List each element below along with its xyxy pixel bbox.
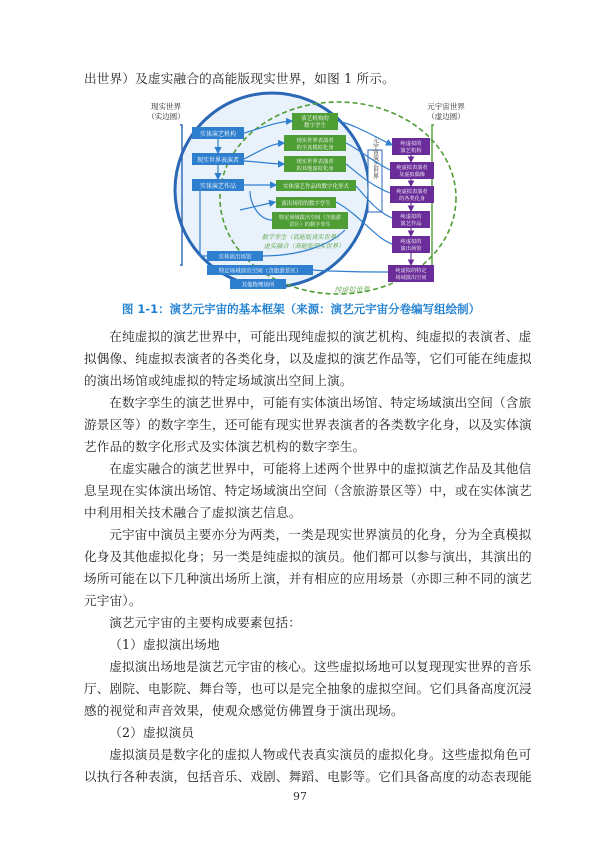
paragraph-line: 场所可能在以下几种演出场所上演，并有相应的应用场景（亦即三种不同的演艺 [84,571,532,586]
paragraph-line: 的演出场馆或纯虚拟的特定场域演出空间上演。 [84,373,353,388]
twin-node-label: 的其他虚拟化身 [296,166,334,172]
page-number: 97 [293,790,307,803]
lead-line: 出世界）及虚实融合的高能版现实世界，如图 1 所示。 [84,71,395,86]
left-world-label-2: （实边圆） [147,112,185,121]
virtual-node-label: 纯虚拟的 [400,214,422,220]
twin-node-label: 景区）的数字孪生 [289,222,331,228]
virtual-node-label: 纯虚拟表演者 [396,189,428,195]
paragraph-line: 游景区等）的数字孪生，还可能有现实世界表演者的各类数字化身，以及实体演 [84,417,532,432]
right-world-label-2: （虚边圆） [427,112,465,121]
paragraph-line: 厅、剧院、电影院、舞台等，也可以是完全抽象的虚拟空间。它们具备高度沉浸 [84,681,532,696]
twin-node-label: 演艺机构的 [301,116,329,122]
paragraph-line: 在数字孪生的演艺世界中，可能有实体演出场馆、特定场域演出空间（含旅 [109,395,532,410]
virtual-node-label: 纯虚拟表演者 [396,165,428,171]
paragraph-line: 元宇宙）。 [84,593,142,608]
virtual-node-label: 演艺机构 [400,148,422,154]
twin-node-label: 演出场馆的数字孪生 [281,201,331,207]
paragraph-line: 在纯虚拟的演艺世界中，可能出现纯虚拟的演艺机构、纯虚拟的表演者、虚 [109,329,532,344]
twin-node-label: 实体演艺作品的数字化形式 [282,184,350,190]
paragraph-line: 息呈现在实体演出场馆、特定场域演出空间（含旅游景区等）中，或在实体演艺 [84,483,532,498]
paragraph-line: 在虚实融合的演艺世界中，可能将上述两个世界中的虚拟演艺作品及其他信 [109,461,532,476]
virtual-node-label: 演艺作品 [400,221,422,227]
paragraph-line: 元宇宙中演员主要亦分为两类，一类是现实世界演员的化身，分为全真模拟 [109,527,532,542]
virtual-node-label: 场域演出空间 [395,275,427,281]
twin-node-label: 现实世界表演者 [296,138,334,144]
metaverse-vertical-label: 元宇宙演艺世界 [371,137,379,179]
twin-node-label: 特定场域演出空间（含旅游 [278,215,342,221]
real-node-label: 实体演艺机构 [199,131,237,138]
real-node-label: 现实世界表演者 [196,157,240,164]
twin-node-label: 现实世界表演者 [296,159,334,165]
paragraph-line: 以执行各种表演，包括音乐、戏剧、舞蹈、电影等。它们具备高度的动态表现能 [84,769,532,784]
venue-node-label: 特定场域演出空间（含旅游景区） [218,268,302,275]
left-world-label-1: 现实世界 [151,102,181,111]
virtual-node-label: 的各类化身 [399,196,425,202]
pure-virtual-world-label: 纯虚拟世界 [334,286,370,294]
paragraph-line: 虚拟演出场地是演艺元宇宙的核心。这些虚拟场地可以复现现实世界的音乐 [109,659,532,674]
virtual-node-label: 演出场馆 [400,246,422,252]
right-world-label-1: 元宇宙世界 [427,102,465,111]
paragraph-line: 艺作品的数字化形式及实体演艺机构的数字孪生。 [84,439,366,454]
venue-node-label: 其他物理场所 [241,282,275,289]
paragraph-line: 拟偶像、纯虚拟表演者的各类化身，以及虚拟的演艺作品等，它们可能在纯虚拟 [84,351,532,366]
paragraph-line: 中利用相关技术融合了虚拟演艺信息。 [84,505,302,520]
venue-node-label: 实体演出场馆 [218,254,252,261]
twin-node-label: 数字孪生 [303,123,327,129]
paragraph-line: 化身及其他虚拟化身；另一类是纯虚拟的演员。他们都可以参与演出，其演出的 [84,549,532,564]
twin-band-label: 数字孪生（低能版真实世界） [261,234,343,241]
virtual-node-label: 及虚拟偶像 [399,172,425,178]
paragraph-line: 演艺元宇宙的主要构成要素包括： [109,615,302,630]
real-node-label: 实体演艺作品 [199,183,237,190]
paragraph-line: 感的视觉和声音效果，使观众感觉仿佛置身于演出现场。 [84,703,404,718]
virtual-node-label: 纯虚拟的特定 [395,268,427,274]
virtual-node-label: 纯虚拟的 [400,239,422,245]
section-heading: （1）虚拟演出场地 [109,637,220,652]
section-heading: （2）虚拟演员 [109,725,195,740]
fusion-band-label: 虚实融合（高能版现实世界） [263,243,345,250]
figure-caption: 图 1-1：演艺元宇宙的基本框架（来源：演艺元宇宙分卷编写组绘制） [121,302,481,316]
twin-node-label: 的全真模拟化身 [296,145,334,151]
framework-figure [0,0,600,300]
virtual-node-label: 纯虚拟的 [400,141,422,147]
paragraph-line: 虚拟演员是数字化的虚拟人物或代表真实演员的虚拟化身。这些虚拟角色可 [109,747,532,762]
